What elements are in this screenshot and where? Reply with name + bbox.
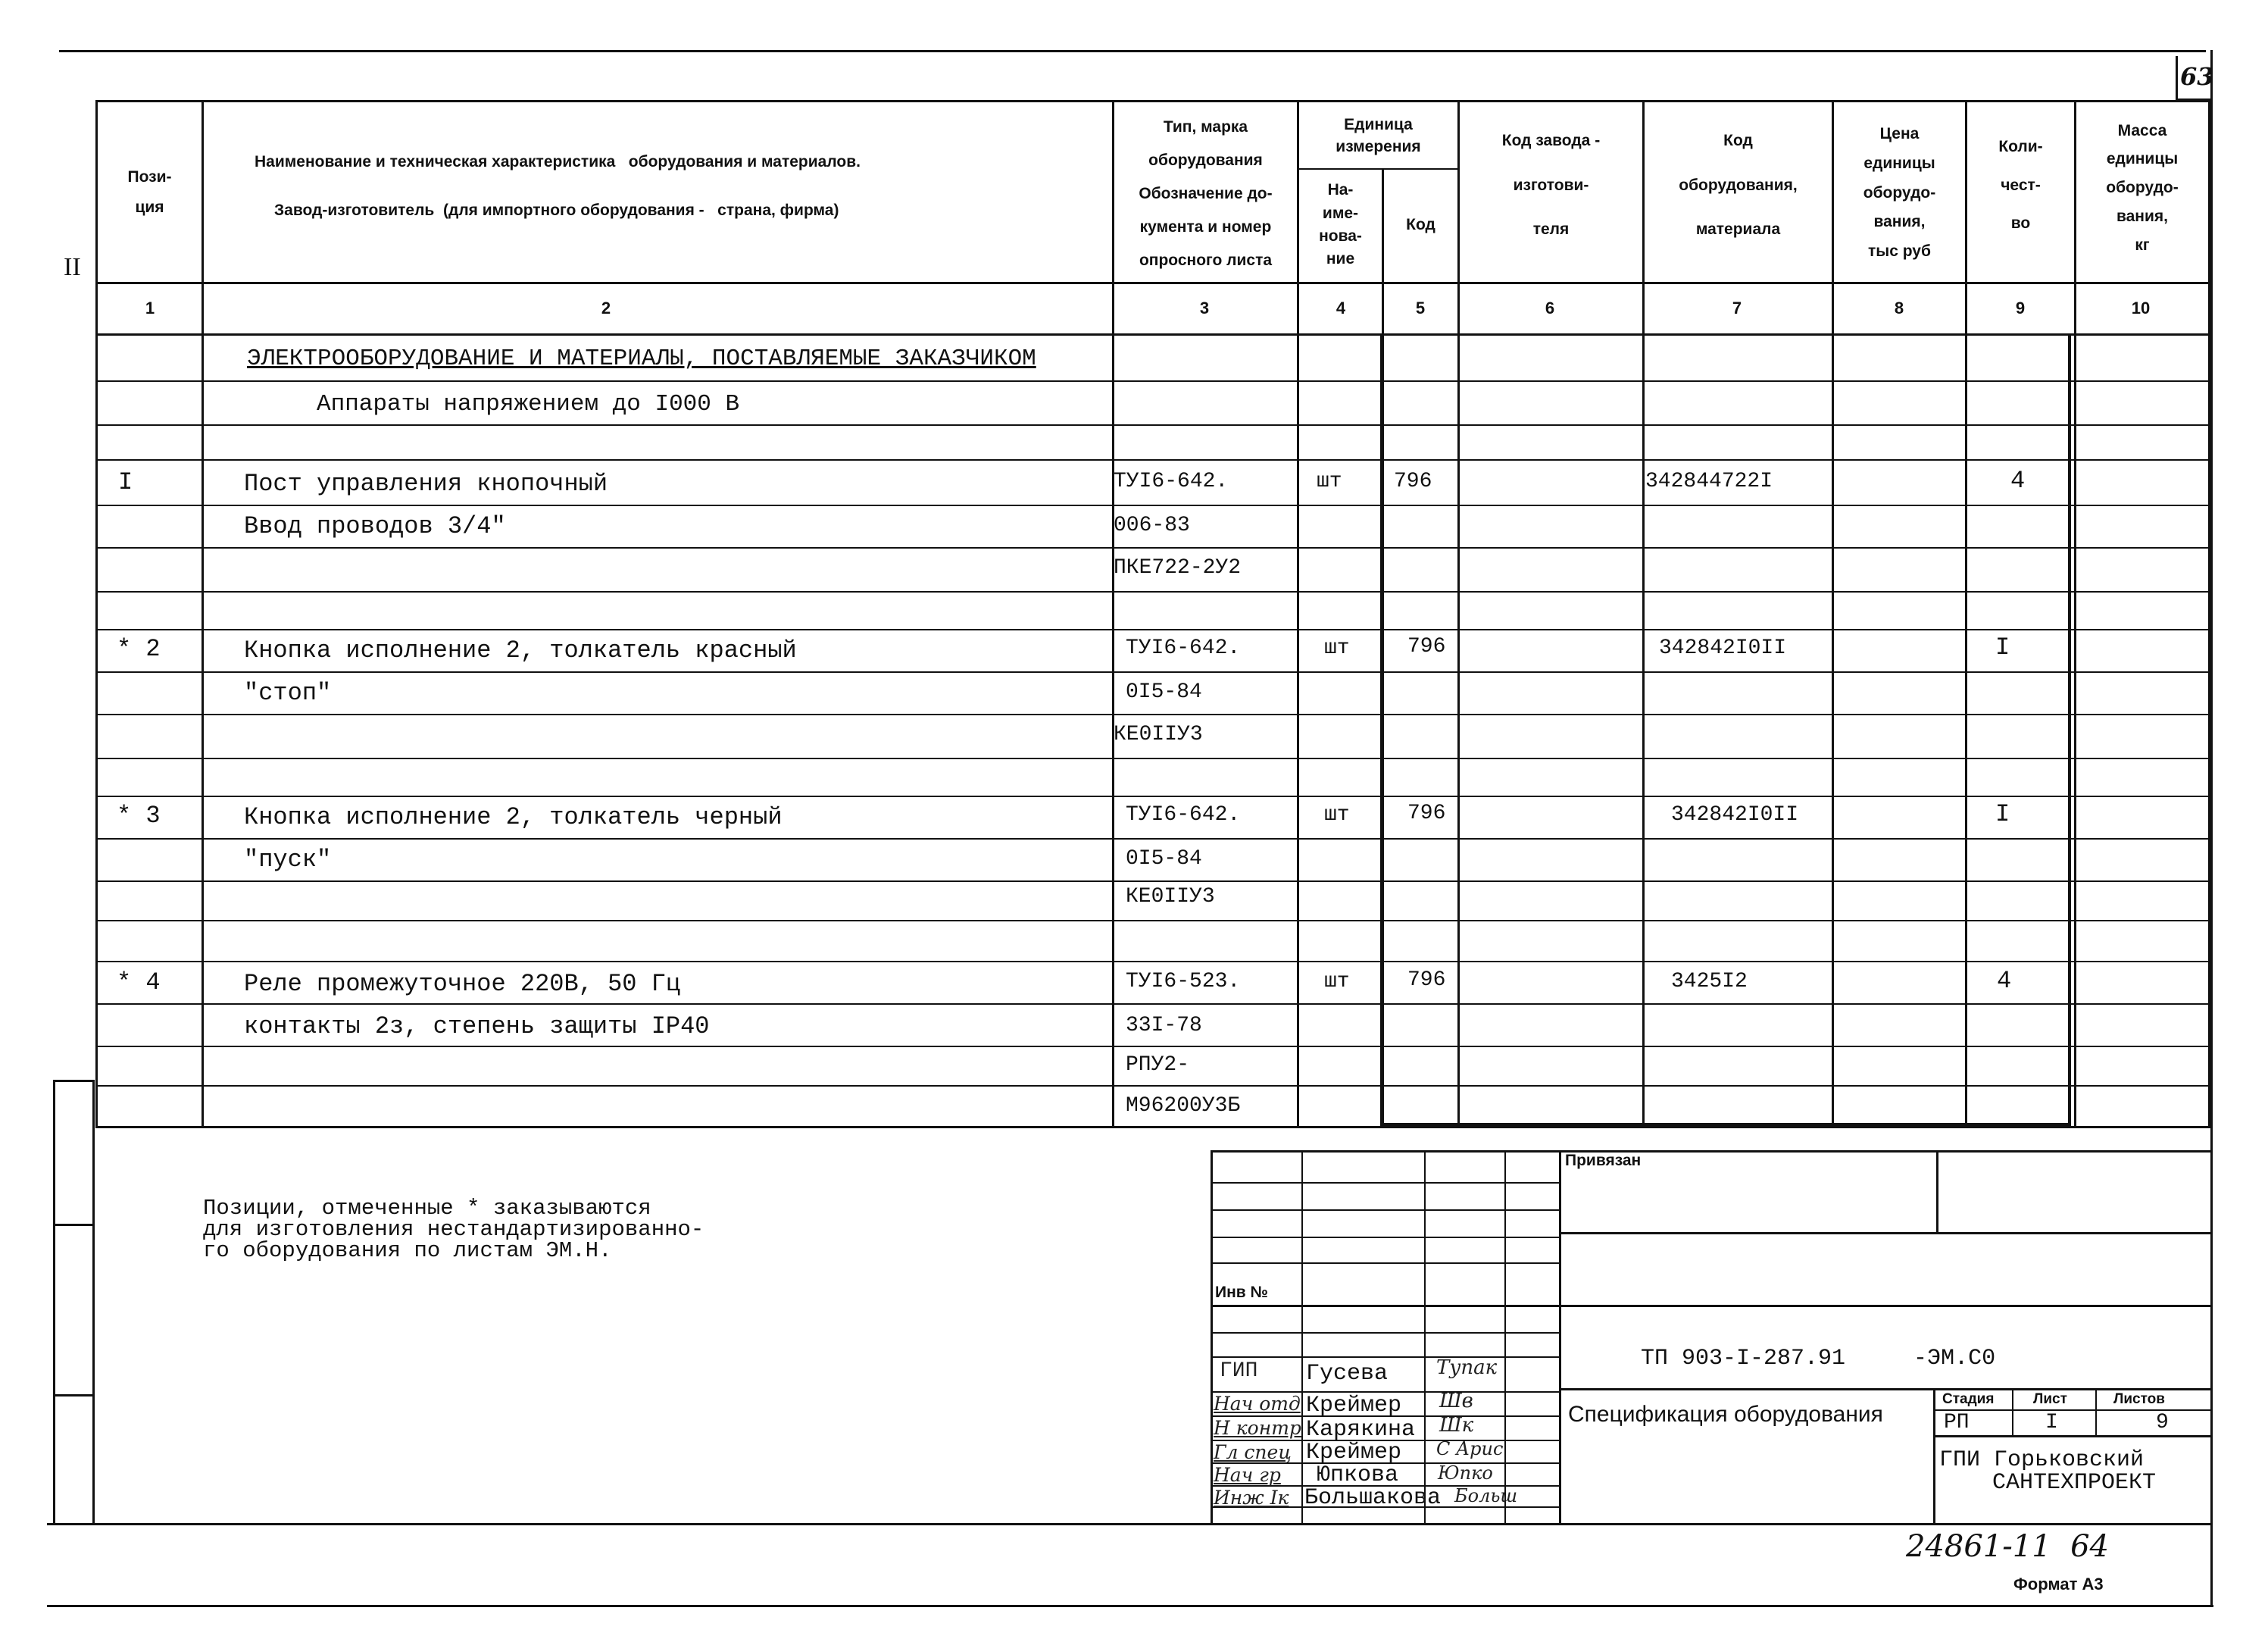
item-name-line: Пост управления кнопочный (244, 470, 608, 498)
margin-stamp-row (53, 1080, 95, 1082)
item-equipment-code: 342844722I (1645, 470, 1773, 493)
sheets-total: 9 (2156, 1411, 2169, 1434)
item-equipment-code: 342842I0II (1671, 803, 1799, 827)
column-number: 3 (1199, 299, 1210, 317)
column-number: 6 (1545, 299, 1555, 317)
item-unit-code: 796 (1407, 635, 1446, 658)
item-type-line: КЕ0IIУ3 (1126, 885, 1215, 909)
signature-role: ГИП (1220, 1359, 1258, 1383)
stage-label: Стадия (1942, 1391, 1995, 1407)
item-type-line: ТУI6-642. (1126, 803, 1241, 827)
item-unit-code: 796 (1407, 802, 1446, 825)
signature-role: Н контр (1214, 1417, 1301, 1439)
header-position: Пози- ция (127, 167, 172, 216)
column-number: 9 (2015, 299, 2026, 317)
item-type-line: ТУI6-523. (1126, 970, 1241, 993)
sheets-label: Листов (2113, 1391, 2165, 1407)
item-type-line: 006-83 (1114, 514, 1190, 537)
margin-stamp-row (53, 1394, 95, 1396)
signature-name: Юпкова (1317, 1462, 1399, 1488)
item-type-line: М96200У3Б (1126, 1094, 1241, 1118)
tb-line (1933, 1388, 1935, 1525)
tb-col (1504, 1150, 1506, 1523)
header-name-line2: Завод-изготовитель (для импортного оборудования - страна, фирма) (274, 202, 839, 219)
header-equipment-code: Код оборудования, материала (1679, 131, 1798, 239)
column-number: 10 (2131, 299, 2151, 317)
signature-name: Креймер (1306, 1440, 1402, 1465)
stage-value: РП (1944, 1411, 1970, 1434)
tb-line (1936, 1150, 1938, 1232)
signature-role: Нач отд (1214, 1393, 1301, 1415)
note-line: Позиции, отмеченные * заказываются (203, 1196, 651, 1221)
item-unit: шт (1324, 803, 1350, 827)
signature-name: Креймер (1306, 1393, 1402, 1418)
bottom-border (47, 1605, 2213, 1607)
tb-col (1559, 1150, 1561, 1523)
item-type-line: ПКЕ722-2У2 (1114, 556, 1242, 580)
signature-mark: С Арис (1436, 1438, 1504, 1459)
item-unit: шт (1317, 470, 1342, 493)
margin-stamp-line (53, 1080, 55, 1525)
item-equipment-code: 342842I0II (1659, 636, 1787, 660)
signature-role: Нач гр (1214, 1464, 1281, 1486)
col-line (201, 100, 204, 1128)
col-line (2208, 100, 2210, 1128)
item-name-line: "пуск" (244, 846, 332, 874)
tb-line (2095, 1388, 2097, 1437)
column-number: 1 (145, 299, 155, 317)
tb-line (1933, 1409, 2210, 1411)
header-price: Цена единицы оборудо- вания, тыс руб (1863, 124, 1936, 261)
header-mass: Масса единицы оборудо- вания, кг (2106, 121, 2179, 254)
item-type-line: 33I-78 (1126, 1014, 1202, 1037)
item-position: * 3 (117, 802, 161, 830)
note-line: го оборудования по листам ЭМ.Н. (203, 1238, 612, 1263)
item-equipment-code: 3425I2 (1671, 970, 1748, 993)
item-position: * 2 (117, 635, 161, 663)
item-type-line: ТУI6-642. (1126, 636, 1241, 660)
header-unit-code: Код (1406, 216, 1435, 234)
item-name-line: "стоп" (244, 679, 332, 707)
tb-row (1211, 1209, 1560, 1211)
item-type-line: ТУI6-642. (1114, 470, 1229, 493)
tb-col (1301, 1150, 1303, 1523)
item-position: I (118, 468, 133, 496)
organization-line2: САНТЕХПРОЕКТ (1992, 1470, 2157, 1496)
table-top (95, 100, 2210, 102)
signature-name: Карякина (1306, 1417, 1416, 1443)
right-border (2210, 50, 2213, 1607)
tb-line (1933, 1435, 2210, 1437)
margin-stamp-row (53, 1224, 95, 1226)
tb-row (1211, 1305, 1560, 1307)
item-position: * 4 (117, 968, 161, 996)
item-quantity: I (1995, 800, 2010, 828)
table-bottom (95, 1126, 2210, 1128)
column-number: 4 (1335, 299, 1346, 317)
tb-line (1560, 1305, 2210, 1307)
attached-label: Привязан (1565, 1152, 1642, 1169)
organization-line1: ГПИ Горьковский (1939, 1447, 2145, 1473)
signature-name: Гусева (1306, 1361, 1389, 1387)
format-label: Формат А3 (2013, 1575, 2104, 1594)
subsection-title: Аппараты напряжением до I000 В (317, 391, 740, 418)
item-name-line: Кнопка исполнение 2, толкатель красный (244, 636, 797, 665)
column-number: 8 (1894, 299, 1904, 317)
signature-mark: Тупак (1436, 1356, 1498, 1379)
archive-number: 24861-11 64 (1906, 1529, 2109, 1564)
header-unit-group: Единица измерения (1335, 115, 1421, 155)
left-margin-mark: II (64, 253, 81, 281)
note-line: для изготовления нестандартизированно- (203, 1217, 704, 1242)
tb-row (1211, 1332, 1560, 1334)
section-title: ЭЛЕКТРООБОРУДОВАНИЕ И МАТЕРИАЛЫ, ПОСТАВЛЯЕМЫЕ ЗАКАЗЧИКОМ (247, 346, 1036, 372)
document-title: Спецификация оборудования (1568, 1402, 1883, 1427)
item-type-line: РПУ2- (1126, 1053, 1190, 1077)
item-type-line: 0I5-84 (1126, 680, 1202, 704)
tb-col (1424, 1150, 1426, 1523)
corner-number: 63 (2180, 62, 2214, 91)
header-unit-name: На- име- нова- ние (1319, 181, 1362, 268)
column-number: 2 (601, 299, 611, 317)
item-name-line: Ввод проводов 3/4" (244, 512, 506, 540)
tb-line (1560, 1388, 2210, 1390)
frame-left-line (92, 1080, 95, 1525)
signature-mark: Шк (1439, 1414, 1474, 1437)
header-type: Тип, марка оборудования Обозначение до- кумента и номер опросного листа (1139, 117, 1273, 270)
item-type-line: 0I5-84 (1126, 847, 1202, 871)
item-quantity: I (1995, 633, 2010, 661)
header-factory-code: Код завода - изготови- теля (1501, 131, 1601, 239)
header-name-line1: Наименование и техническая характеристика оборудования и материалов. (255, 153, 861, 170)
signature-role: Гл спец (1214, 1441, 1292, 1463)
inv-label: Инв № (1215, 1284, 1268, 1301)
signature-mark: Шв (1439, 1390, 1473, 1412)
sheet-label: Лист (2033, 1391, 2067, 1407)
item-name-line: контакты 2з, степень защиты IP40 (244, 1012, 710, 1040)
bold-body-frame (1380, 335, 2071, 1126)
item-quantity: 4 (2010, 467, 2026, 495)
item-unit-code: 796 (1394, 470, 1432, 493)
tb-row (1211, 1262, 1560, 1264)
signature-mark: Больш (1454, 1485, 1518, 1506)
column-number: 5 (1415, 299, 1426, 317)
item-name-line: Кнопка исполнение 2, толкатель черный (244, 803, 783, 831)
sheet-number: I (2045, 1411, 2058, 1434)
header-bottom (95, 282, 2210, 284)
item-quantity: 4 (1997, 967, 2012, 995)
header-quantity: Коли- чест- во (1998, 138, 2043, 233)
tb-line (1560, 1232, 2210, 1234)
item-name-line: Реле промежуточное 220В, 50 Гц (244, 970, 681, 998)
item-unit: шт (1324, 970, 1350, 993)
document-code: ТП 903-I-287.91 -ЭМ.С0 (1641, 1346, 1996, 1371)
signature-role: Инж Iк (1214, 1487, 1289, 1509)
item-type-line: КЕ0IIУ3 (1114, 723, 1203, 746)
signature-name: Большакова (1304, 1485, 1442, 1511)
tb-row (1211, 1237, 1560, 1238)
top-border (59, 50, 2206, 52)
item-unit-code: 796 (1407, 968, 1446, 992)
tb-line (2012, 1388, 2013, 1437)
item-unit: шт (1324, 636, 1350, 660)
tb-row (1211, 1182, 1560, 1184)
column-number: 7 (1732, 299, 1742, 317)
signature-mark: Юпко (1438, 1462, 1493, 1484)
tb-row (1211, 1356, 1560, 1358)
